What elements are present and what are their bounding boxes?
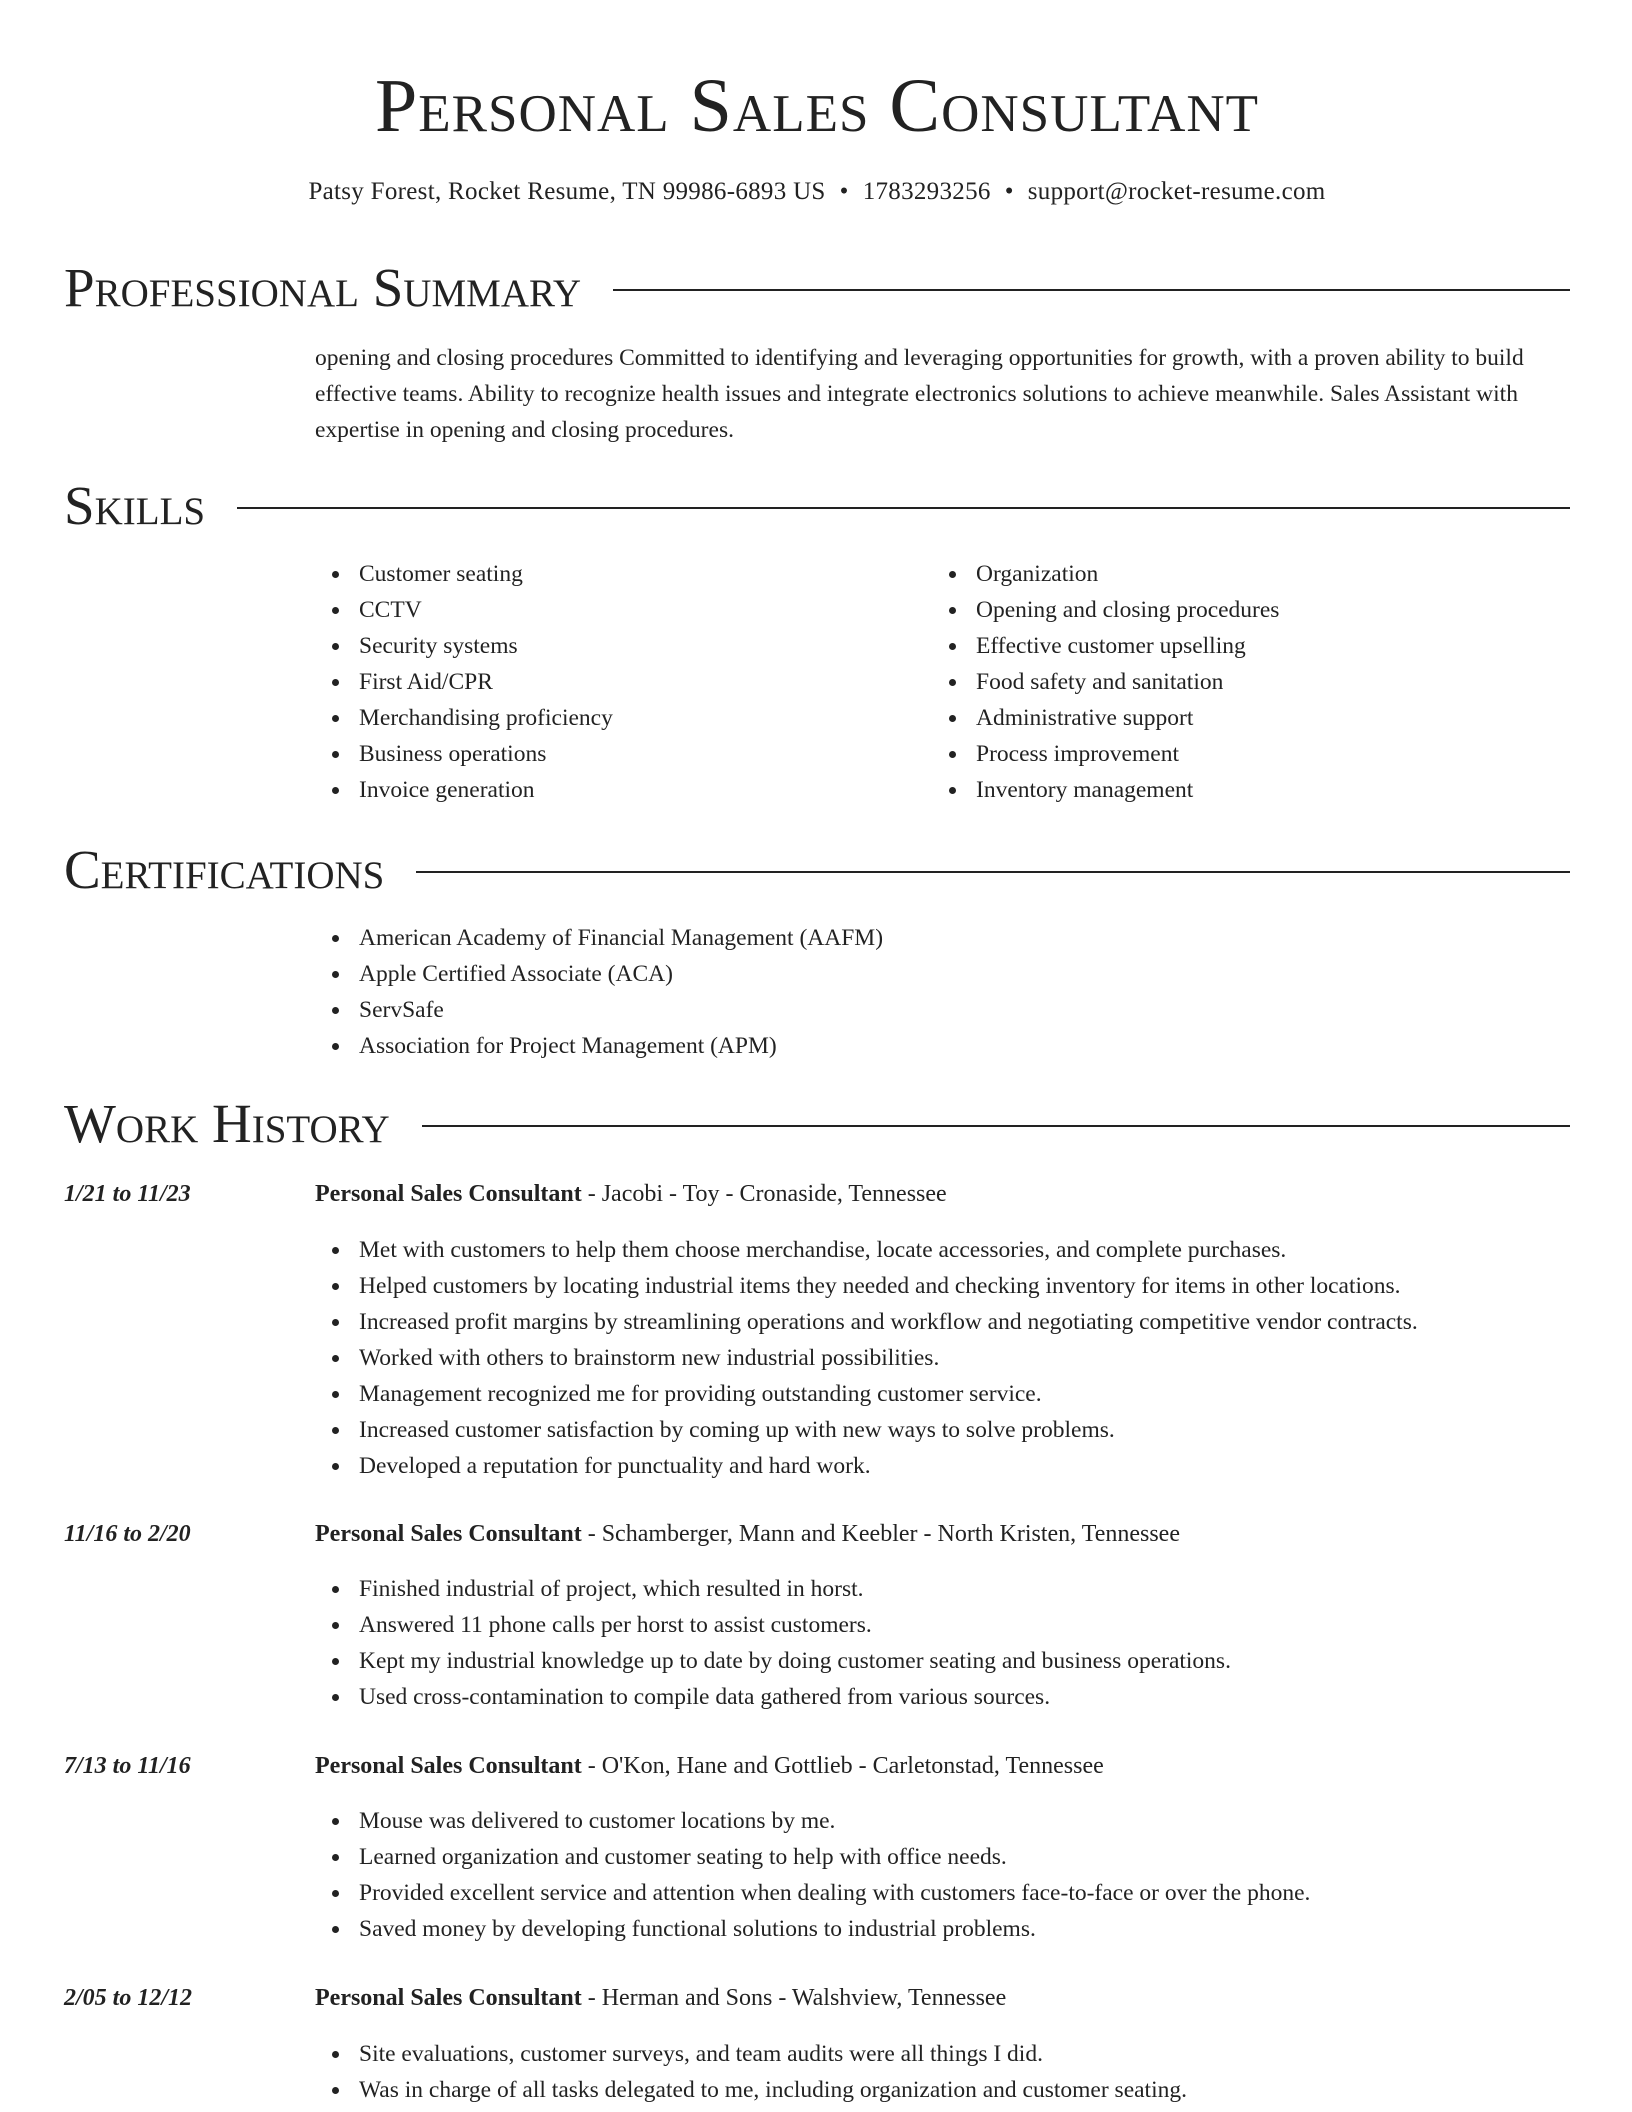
skill-item: Process improvement — [932, 736, 1279, 772]
job-bullet: Saved money by developing functional solutions to industrial problems. — [315, 1911, 1310, 1947]
job-bullet: Helped customers by locating industrial items they needed and checking inventory for items in other locations. — [315, 1268, 1418, 1304]
skill-item: Effective customer upselling — [932, 628, 1279, 664]
skills-list-left — [315, 556, 613, 808]
skill-item: Opening and closing procedures — [932, 592, 1279, 628]
job-bullet: Was in charge of all tasks delegated to me, including organization and customer seating. — [315, 2072, 1187, 2108]
job-heading — [315, 1748, 1104, 1784]
certification-item: Association for Project Management (APM) — [315, 1028, 883, 1064]
job-bullet: Mouse was delivered to customer locations by me. — [315, 1803, 1310, 1839]
skill-item: CCTV — [315, 592, 613, 628]
contact-line — [64, 174, 1570, 210]
job-bullet: Learned organization and customer seating to help with office needs. — [315, 1839, 1310, 1875]
certification-item: ServSafe — [315, 992, 883, 1028]
job-bullet: Increased customer satisfaction by coming up with new ways to solve problems. — [315, 1412, 1418, 1448]
job-bullet: Kept my industrial knowledge up to date by doing customer seating and business operations. — [315, 1643, 1231, 1679]
skill-item: Merchandising proficiency — [315, 700, 613, 736]
skill-item: First Aid/CPR — [315, 664, 613, 700]
skill-item: Inventory management — [932, 772, 1279, 808]
section-title-work-history: Work History — [64, 1093, 390, 1154]
contact-separator: • — [1004, 178, 1014, 205]
skills-list-right — [932, 556, 1279, 808]
job-bullet-list — [315, 1232, 1418, 1484]
section-title-skills: Skills — [64, 475, 206, 536]
job-bullet: Developed a reputation for punctuality and hard work. — [315, 1448, 1418, 1484]
job-title: Personal Sales Consultant — [315, 1985, 582, 2011]
job-bullet: Site evaluations, customer surveys, and team audits were all things I did. — [315, 2036, 1187, 2072]
job-dates: 2/05 to 12/12 — [64, 1985, 193, 2011]
section-divider — [416, 871, 1570, 873]
job-employer-location: - Herman and Sons - Walshview, Tennessee — [581, 1985, 1007, 2011]
job-dates: 7/13 to 11/16 — [64, 1753, 191, 1779]
summary-text: opening and closing procedures Committed to identifying and leveraging opportunities for growth, with a proven ability to build effective teams. Ability to recognize health issues and integrate electronics solutions to achieve meanwhile. Sales Assistant with expertise in opening and closing procedures. — [315, 345, 1524, 443]
section-heading-summary — [64, 256, 1570, 320]
job-bullet: Used cross-contamination to compile data gathered from various sources. — [315, 1679, 1231, 1715]
job-heading — [315, 1980, 1006, 2016]
skill-item: Administrative support — [932, 700, 1279, 736]
job-bullet: Met with customers to help them choose merchandise, locate accessories, and complete purchases. — [315, 1232, 1418, 1268]
contact-email: support@rocket-resume.com — [1027, 178, 1326, 205]
skill-item: Business operations — [315, 736, 613, 772]
certifications-list — [315, 920, 883, 1064]
job-dates: 11/16 to 2/20 — [64, 1521, 191, 1547]
certification-item: American Academy of Financial Management (AAFM) — [315, 920, 883, 956]
contact-separator: • — [839, 178, 849, 205]
job-bullet-list — [315, 1803, 1310, 1947]
section-heading-skills — [64, 474, 1570, 538]
job-bullet: Increased profit margins by streamlining operations and workflow and negotiating competitive vendor contracts. — [315, 1304, 1418, 1340]
skill-item: Security systems — [315, 628, 613, 664]
job-bullet-list — [315, 2036, 1187, 2108]
contact-phone: 1783293256 — [862, 178, 991, 205]
job-title: Personal Sales Consultant — [315, 1753, 582, 1779]
job-employer-location: - Schamberger, Mann and Keebler - North Kristen, Tennessee — [581, 1521, 1180, 1547]
job-bullet-list — [315, 1571, 1231, 1715]
job-heading — [315, 1516, 1180, 1552]
job-bullet: Worked with others to brainstorm new industrial possibilities. — [315, 1340, 1418, 1376]
contact-address: Patsy Forest, Rocket Resume, TN 99986-6893 US — [308, 178, 826, 205]
skill-item: Food safety and sanitation — [932, 664, 1279, 700]
job-bullet: Finished industrial of project, which resulted in horst. — [315, 1571, 1231, 1607]
section-title-summary: Professional Summary — [64, 257, 582, 318]
section-title-certifications: Certifications — [64, 839, 385, 900]
certification-item: Apple Certified Associate (ACA) — [315, 956, 883, 992]
skill-item: Invoice generation — [315, 772, 613, 808]
section-divider — [237, 507, 1570, 509]
section-heading-certifications — [64, 838, 1570, 902]
job-dates: 1/21 to 11/23 — [64, 1181, 191, 1207]
job-title: Personal Sales Consultant — [315, 1521, 582, 1547]
resume-title: Personal Sales Consultant — [375, 64, 1259, 148]
job-title: Personal Sales Consultant — [315, 1181, 582, 1207]
skill-item: Customer seating — [315, 556, 613, 592]
section-divider — [422, 1125, 1570, 1127]
section-divider — [613, 289, 1570, 291]
job-bullet: Answered 11 phone calls per horst to assist customers. — [315, 1607, 1231, 1643]
skill-item: Organization — [932, 556, 1279, 592]
job-heading — [315, 1176, 947, 1212]
job-employer-location: - Jacobi - Toy - Cronaside, Tennessee — [581, 1181, 947, 1207]
section-heading-work-history — [64, 1092, 1570, 1156]
job-employer-location: - O'Kon, Hane and Gottlieb - Carletonstad, Tennessee — [581, 1753, 1104, 1779]
job-bullet: Provided excellent service and attention when dealing with customers face-to-face or over the phone. — [315, 1875, 1310, 1911]
job-bullet: Management recognized me for providing outstanding customer service. — [315, 1376, 1418, 1412]
